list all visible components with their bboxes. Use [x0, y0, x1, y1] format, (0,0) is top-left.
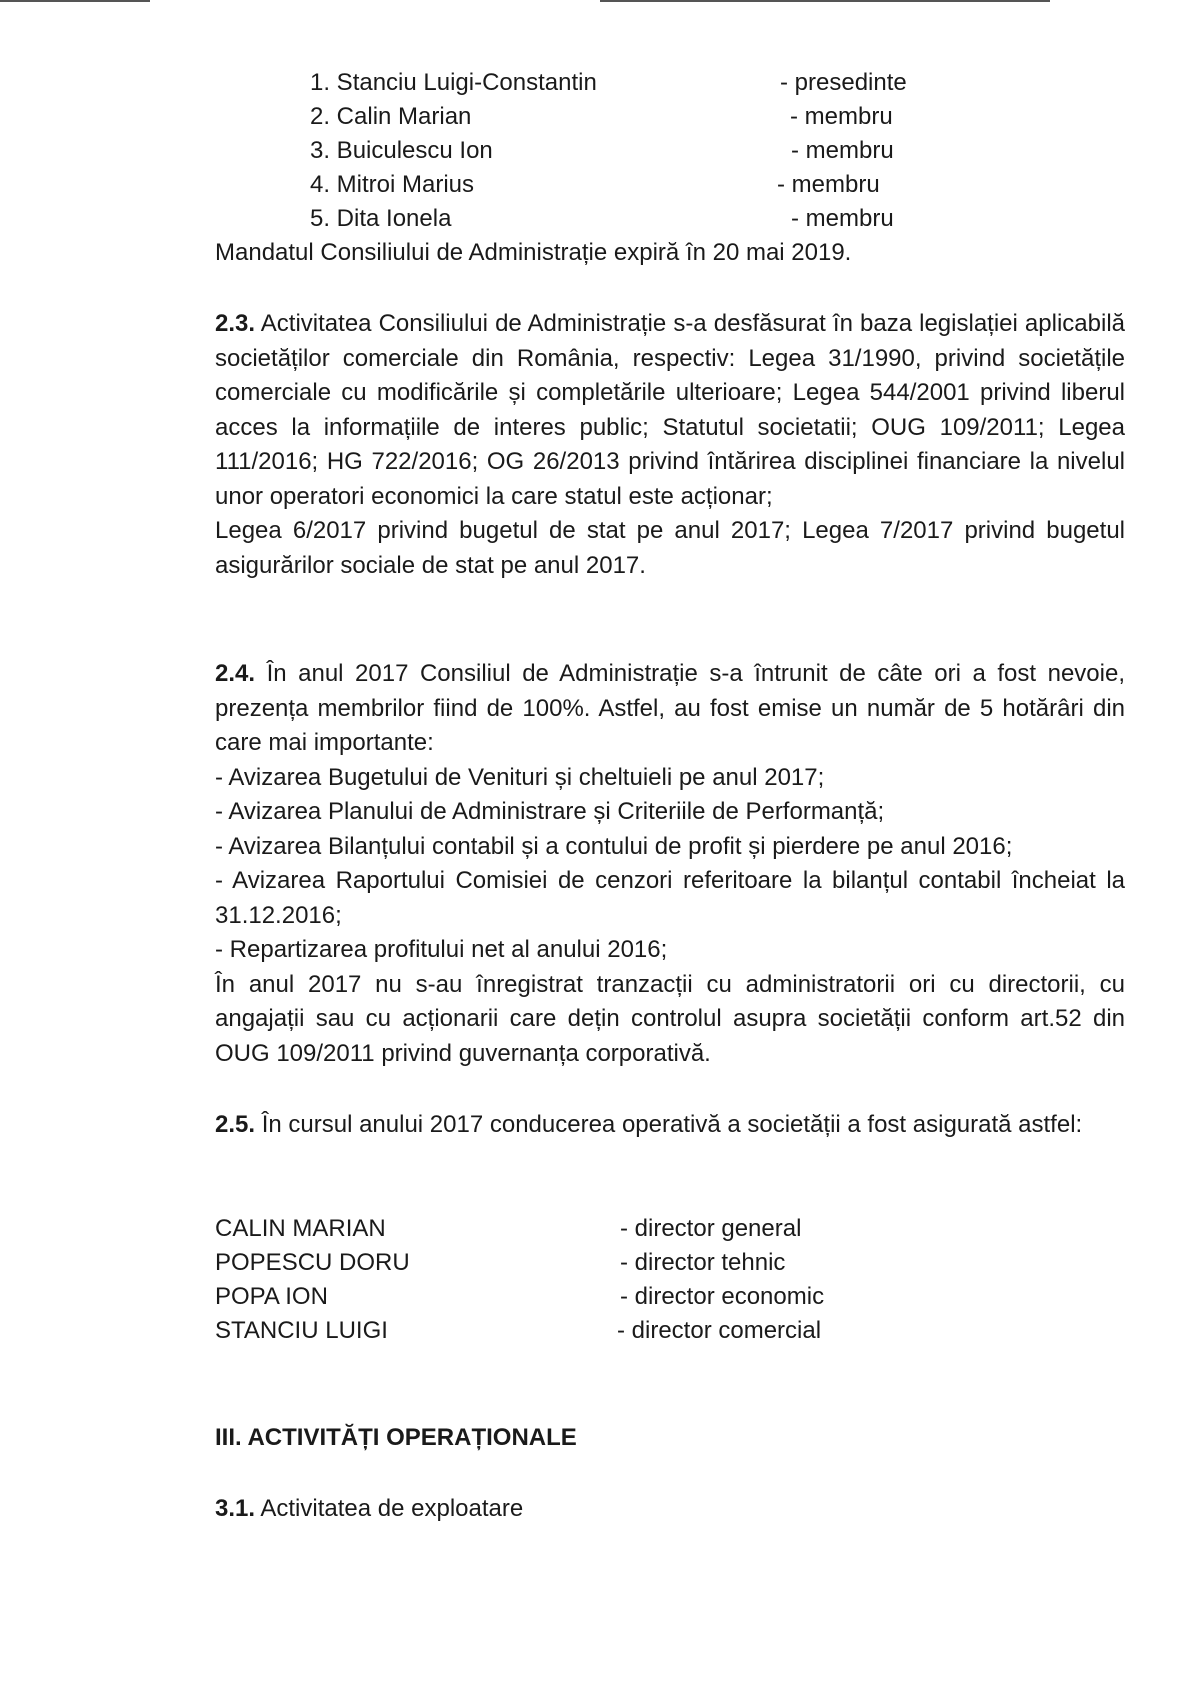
- section-text: Legea 6/2017 privind bugetul de stat pe anul 2017; Legea 7/2017 privind bugetul asigurărilor sociale de stat pe anul 2017.: [215, 517, 1125, 579]
- member-row: [310, 202, 1010, 236]
- list-item: - Avizarea Bugetului de Venituri și cheltuieli pe anul 2017;: [215, 763, 825, 791]
- member-role: - membru: [791, 137, 894, 164]
- section-text: În cursul anului 2017 conducerea operativă a societății a fost asigurată astfel:: [255, 1111, 1083, 1138]
- member-role: - presedinte: [780, 69, 907, 96]
- director-row: [215, 1212, 915, 1246]
- list-item: - Avizarea Planului de Administrare și Criteriile de Performanță;: [215, 798, 885, 825]
- section-2-3-paragraph: [215, 307, 1125, 514]
- list-item: - Avizarea Bilanțului contabil și a contului de profit și pierdere pe anul 2016;: [215, 832, 1013, 860]
- member-row: [310, 66, 1010, 100]
- section-number: 3.1.: [215, 1495, 256, 1522]
- section-text: În anul 2017 Consiliul de Administrație s-a întrunit de câte ori a fost nevoie, prezența membrilor fiind de 100%. Astfel, au fost emise un număr de 5 hotărâri din care mai importante:: [215, 660, 1125, 756]
- scan-edge-mark: [0, 0, 150, 2]
- director-row: [215, 1280, 915, 1314]
- section-2-5-paragraph: [215, 1108, 1125, 1143]
- scan-edge-mark: [600, 0, 1050, 2]
- section-text: Activitatea de exploatare: [255, 1495, 524, 1522]
- list-item: - Avizarea Raportului Comisiei de cenzori referitoare la bilanțul contabil încheiat la 31.12.2016;: [215, 867, 1125, 929]
- director-name: POPA ION: [215, 1283, 328, 1310]
- section-number: 2.4.: [215, 660, 256, 687]
- director-row: [215, 1314, 915, 1348]
- member-name: 2. Calin Marian: [310, 103, 472, 130]
- member-row: [310, 168, 1010, 202]
- section-2-4-closing: În anul 2017 nu s-au înregistrat tranzacții cu administratorii ori cu directorii, cu angajații sau cu acționarii care dețin controlul asupra societății conform art.52 din OUG 109/2011 privind guvernanța corporativă.: [215, 970, 1125, 1067]
- director-name: STANCIU LUIGI: [215, 1317, 388, 1344]
- section-2-4: [215, 657, 1125, 1071]
- section-2-4-intro: [215, 657, 1125, 761]
- member-row: [310, 100, 1010, 134]
- list-item: - Repartizarea profitului net al anului 2016;: [215, 936, 668, 963]
- director-row: [215, 1246, 915, 1280]
- director-role: - director economic: [620, 1283, 825, 1310]
- section-2-5: [215, 1108, 1125, 1143]
- director-role: - director comercial: [617, 1317, 822, 1344]
- mandate-text: Mandatul Consiliului de Administrație expiră în 20 mai 2019.: [215, 239, 852, 266]
- member-role: - membru: [777, 171, 880, 198]
- member-role: - membru: [790, 103, 893, 130]
- member-name: 3. Buiculescu Ion: [310, 137, 493, 164]
- section-text: Activitatea Consiliului de Administrație s-a desfăsurat în baza legislației aplicabilă societăților comerciale din România, respectiv: Legea 31/1990, privind societățile comerciale cu modificările și completările ulterioare; Legea 544/2001 privind liberul acces la informațiile de interes public; Statutul societatii; OUG 109/2011; Legea 111/2016; HG 722/2016; OG 26/2013 privind întărirea disciplinei financiare la nivelul unor operatori economici la care statul este acționar;: [215, 310, 1125, 510]
- director-name: POPESCU DORU: [215, 1249, 410, 1276]
- section-2-3: [215, 307, 1125, 583]
- member-name: 4. Mitroi Marius: [310, 171, 475, 198]
- director-role: - director tehnic: [620, 1249, 786, 1276]
- chapter-heading: III. ACTIVITĂȚI OPERAȚIONALE: [215, 1424, 577, 1451]
- director-name: CALIN MARIAN: [215, 1215, 386, 1242]
- director-role: - director general: [620, 1215, 802, 1242]
- member-name: 1. Stanciu Luigi-Constantin: [310, 69, 597, 96]
- member-row: [310, 134, 1010, 168]
- section-number: 2.3.: [215, 310, 256, 337]
- section-number: 2.5.: [215, 1111, 256, 1138]
- section-2-3-paragraph-2: [215, 514, 1125, 583]
- member-role: - membru: [791, 205, 894, 232]
- member-name: 5. Dita Ionela: [310, 205, 452, 232]
- section-3-1: [215, 1492, 523, 1526]
